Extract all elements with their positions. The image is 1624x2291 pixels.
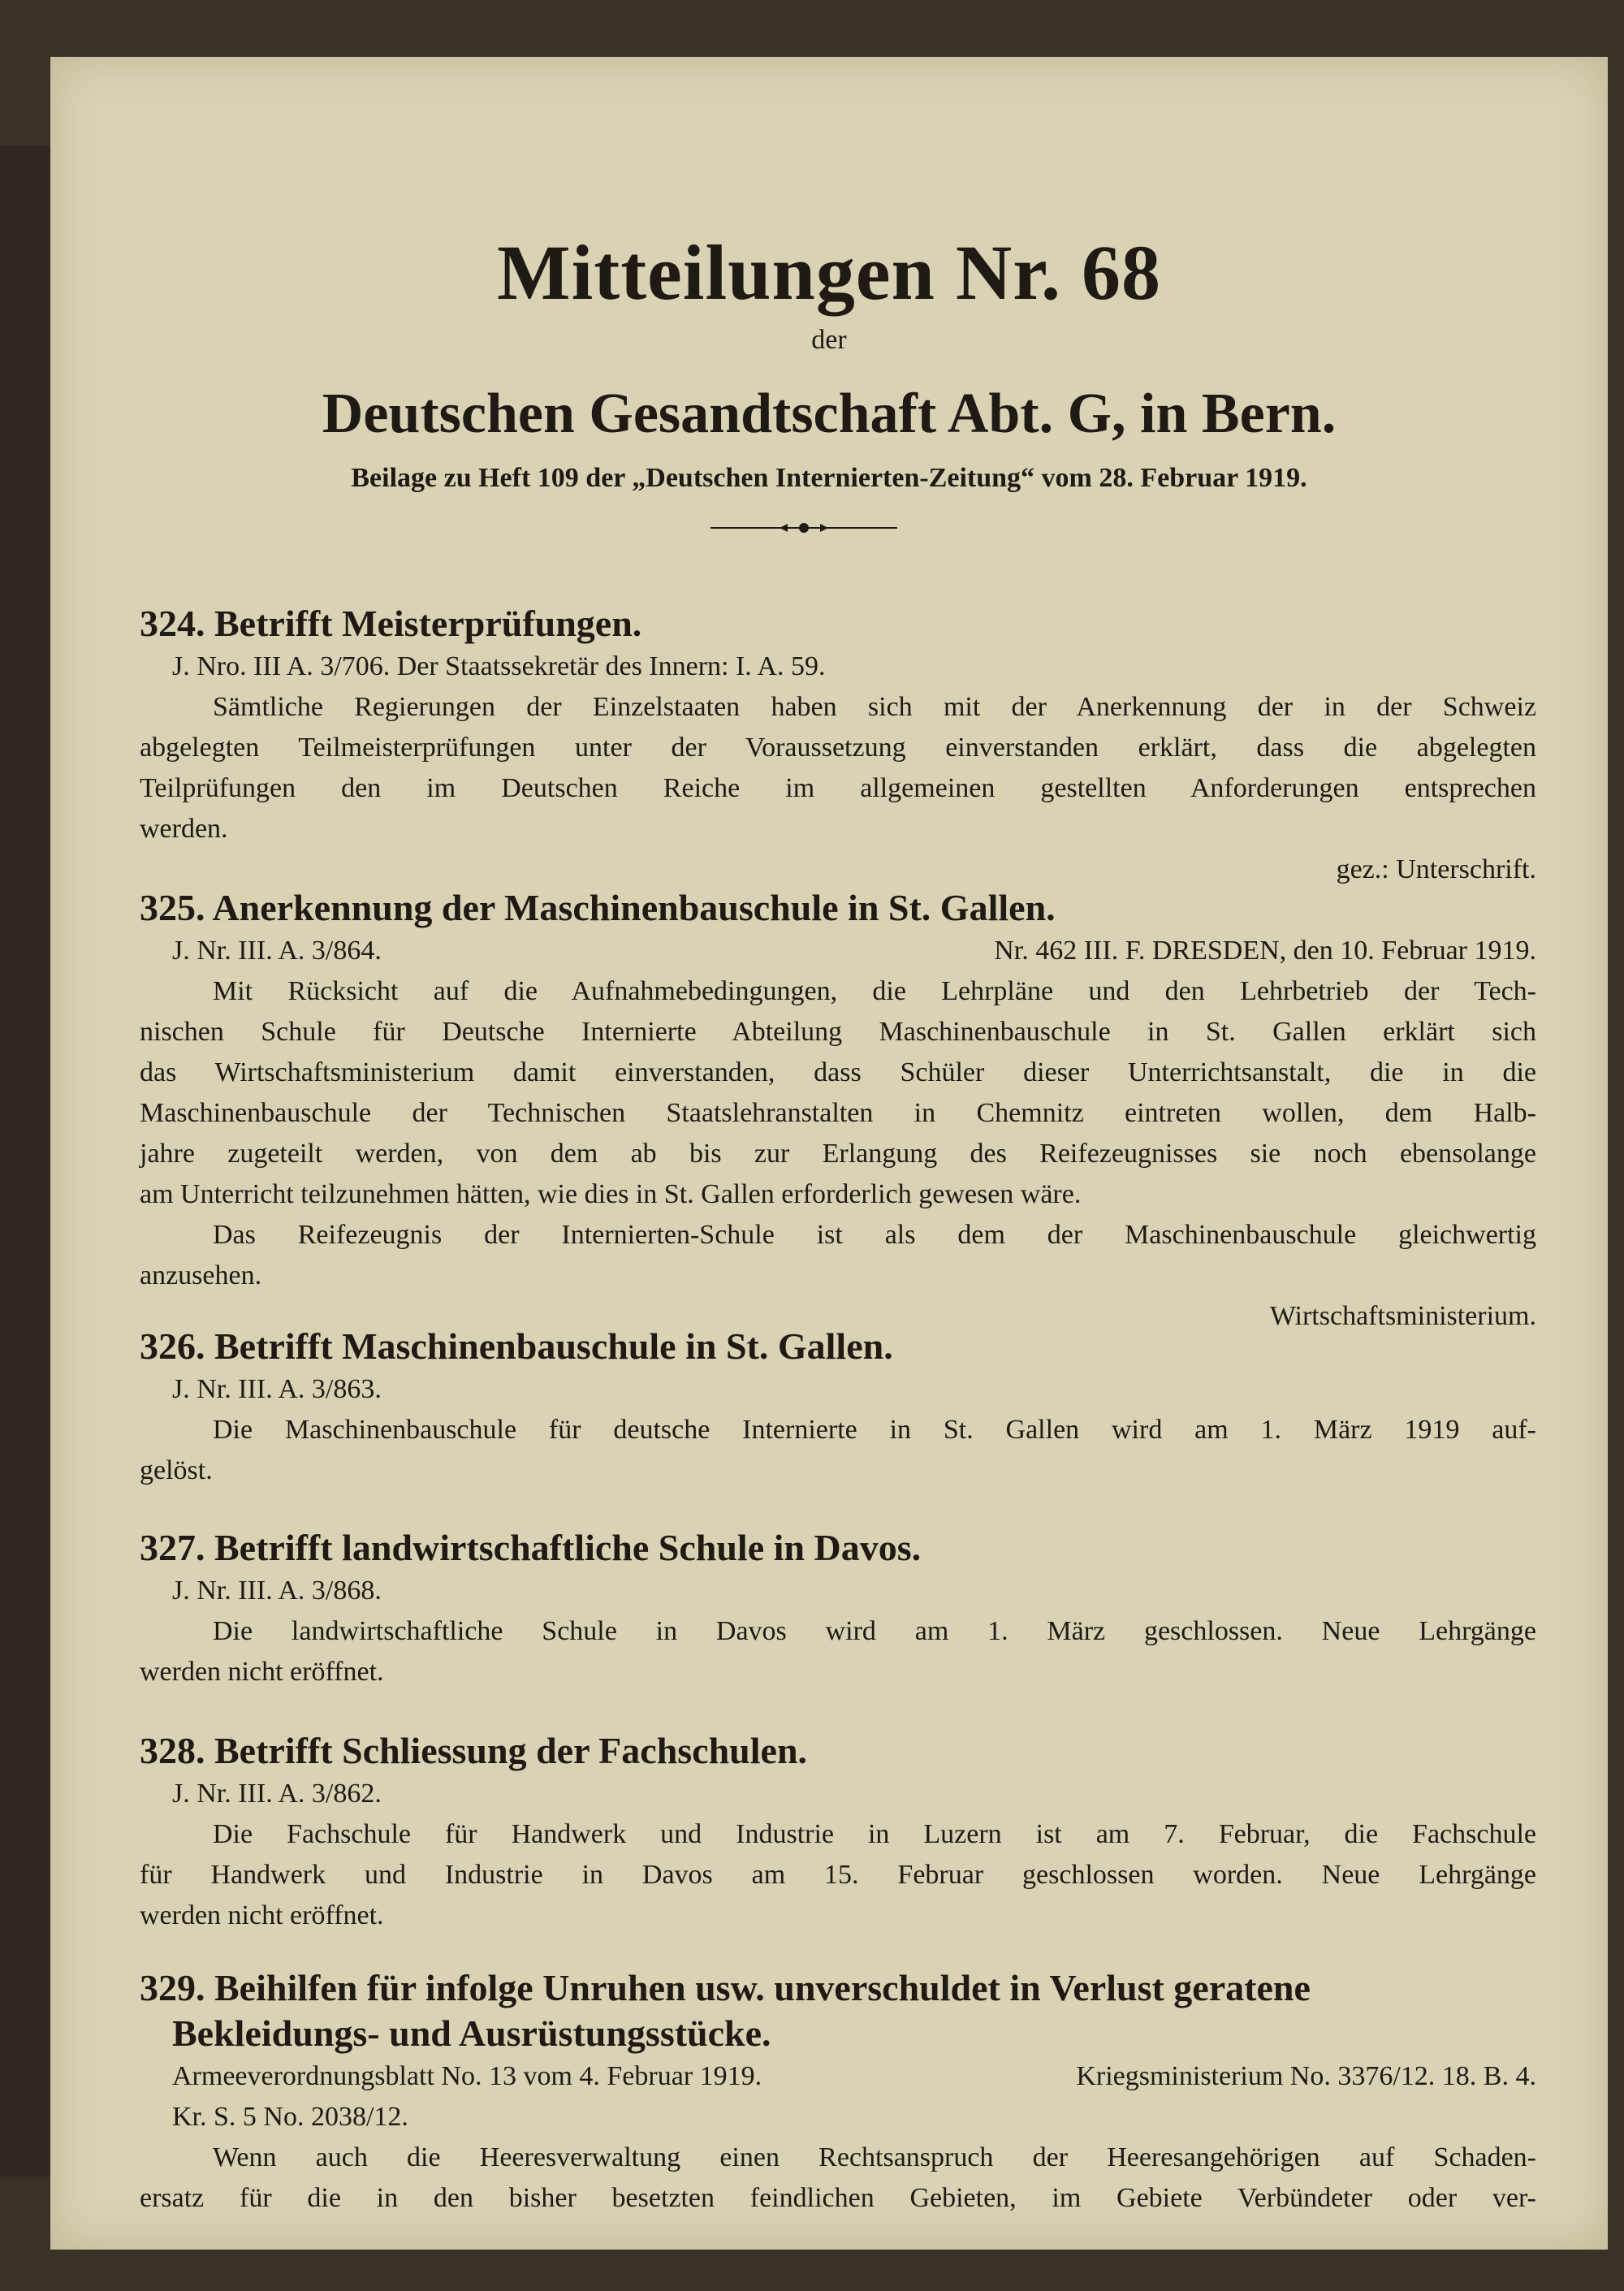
entry-body-line: Maschinenbauschule der Technischen Staatslehranstalten in Chemnitz eintreten wollen, dem Halb- xyxy=(140,1098,1536,1128)
entry-body-line: Teilprüfungen den im Deutschen Reiche im allgemeinen gestellten Anforderungen entsprechen xyxy=(140,773,1536,803)
entry-heading: 325. Anerkennung der Maschinenbauschule in St. Gallen. xyxy=(140,887,1056,928)
entry-heading: 329. Beihilfen für infolge Unruhen usw. unverschuldet in Verlust geratene xyxy=(140,1967,1311,2008)
entry-body-line: Wenn auch die Heeresverwaltung einen Rechtsanspruch der Heeresangehörigen auf Schaden- xyxy=(213,2142,1536,2172)
entry-body-line: Mit Rücksicht auf die Aufnahmebedingungen, die Lehrpläne und den Lehrbetrieb der Tech- xyxy=(213,976,1536,1006)
entry-329 xyxy=(140,1965,1536,2219)
entry-body-line: Die Fachschule für Handwerk und Industrie in Luzern ist am 7. Februar, die Fachschule xyxy=(213,1819,1536,1849)
entry-body-line: nischen Schule für Deutsche Internierte Abteilung Maschinenbauschule in St. Gallen erklärt sich xyxy=(140,1017,1536,1047)
entry-body-line: werden. xyxy=(140,814,228,844)
entry-body-line: für Handwerk und Industrie in Davos am 15. Februar geschlossen worden. Neue Lehrgänge xyxy=(140,1860,1536,1890)
entry-326 xyxy=(140,1324,1536,1491)
page-title: Mitteilungen Nr. 68 xyxy=(496,229,1162,316)
entry-signature: gez.: Unterschrift. xyxy=(1336,854,1536,884)
entry-heading: 324. Betrifft Meisterprüfungen. xyxy=(140,603,642,644)
entry-327 xyxy=(140,1525,1536,1692)
entry-reference-row xyxy=(140,2056,1536,2097)
ornament-divider-icon xyxy=(706,520,901,536)
entry-body-line: Die landwirtschaftliche Schule in Davos wird am 1. März geschlossen. Neue Lehrgänge xyxy=(213,1616,1536,1646)
entry-heading-continued: Bekleidungs- und Ausrüstungsstücke. xyxy=(172,2012,771,2054)
entry-body-line: werden nicht eröffnet. xyxy=(140,1657,384,1687)
entry-body-line: werden nicht eröffnet. xyxy=(140,1900,384,1930)
entry-reference: J. Nro. III A. 3/706. Der Staatssekretär des Innern: I. A. 59. xyxy=(172,651,826,681)
entry-body-line: das Wirtschaftsministerium damit einverstanden, dass Schüler dieser Unterrichtsanstalt, die in die xyxy=(140,1057,1536,1087)
entry-reference-row xyxy=(140,931,1536,971)
entry-heading: 326. Betrifft Maschinenbauschule in St. Gallen. xyxy=(140,1325,893,1367)
entry-reference-secondary: Kr. S. 5 No. 2038/12. xyxy=(172,2102,408,2132)
entry-body-line: Die Maschinenbauschule für deutsche Internierte in St. Gallen wird am 1. März 1919 auf- xyxy=(213,1415,1536,1445)
entry-body-line: jahre zugeteilt werden, von dem ab bis zur Erlangung des Reifezeugnisses sie noch ebensolange xyxy=(140,1139,1536,1169)
entry-date-line: Nr. 462 III. F. DRESDEN, den 10. Februar 1919. xyxy=(994,936,1536,966)
book-spine-edge xyxy=(0,146,50,2176)
entry-heading: 328. Betrifft Schliessung der Fachschulen. xyxy=(140,1730,808,1771)
entry-reference: J. Nr. III. A. 3/863. xyxy=(172,1374,382,1404)
title-connector: der xyxy=(811,325,847,355)
document-page xyxy=(50,57,1608,2250)
entry-body-line: gelöst. xyxy=(140,1455,213,1485)
supplement-line: Beilage zu Heft 109 der „Deutschen Internierten-Zeitung“ vom 28. Februar 1919. xyxy=(351,463,1307,493)
entry-324 xyxy=(140,601,1536,890)
entry-325 xyxy=(140,885,1536,1337)
page-subtitle: Deutschen Gesandtschaft Abt. G, in Bern. xyxy=(322,383,1337,445)
entry-reference: J. Nr. III. A. 3/868. xyxy=(172,1576,382,1606)
entry-body-line: ersatz für die in den bisher besetzten feindlichen Gebieten, im Gebiete Verbündeter oder ver- xyxy=(140,2183,1536,2213)
entry-heading: 327. Betrifft landwirtschaftliche Schule in Davos. xyxy=(140,1527,922,1568)
entry-reference: J. Nr. III. A. 3/862. xyxy=(172,1779,382,1809)
entry-signature: Wirtschaftsministerium. xyxy=(1269,1301,1536,1331)
entry-reference: Armeeverordnungsblatt No. 13 vom 4. Februar 1919. xyxy=(172,2061,762,2091)
entry-body-line: anzusehen. xyxy=(140,1260,262,1290)
entry-body-line: am Unterricht teilzunehmen hätten, wie dies in St. Gallen erforderlich gewesen wäre. xyxy=(140,1179,1082,1209)
entry-reference: J. Nr. III. A. 3/864. xyxy=(172,936,382,966)
entry-body-line: Sämtliche Regierungen der Einzelstaaten haben sich mit der Anerkennung der in der Schweiz xyxy=(213,692,1536,722)
entry-body-line: Das Reifezeugnis der Internierten-Schule ist als dem der Maschinenbauschule gleichwertig xyxy=(213,1220,1536,1250)
entry-body-line: abgelegten Teilmeisterprüfungen unter der Voraussetzung einverstanden erklärt, dass die abgelegten xyxy=(140,733,1536,763)
entry-reference-ministry: Kriegsministerium No. 3376/12. 18. B. 4. xyxy=(1076,2061,1536,2091)
entry-328 xyxy=(140,1728,1536,1936)
